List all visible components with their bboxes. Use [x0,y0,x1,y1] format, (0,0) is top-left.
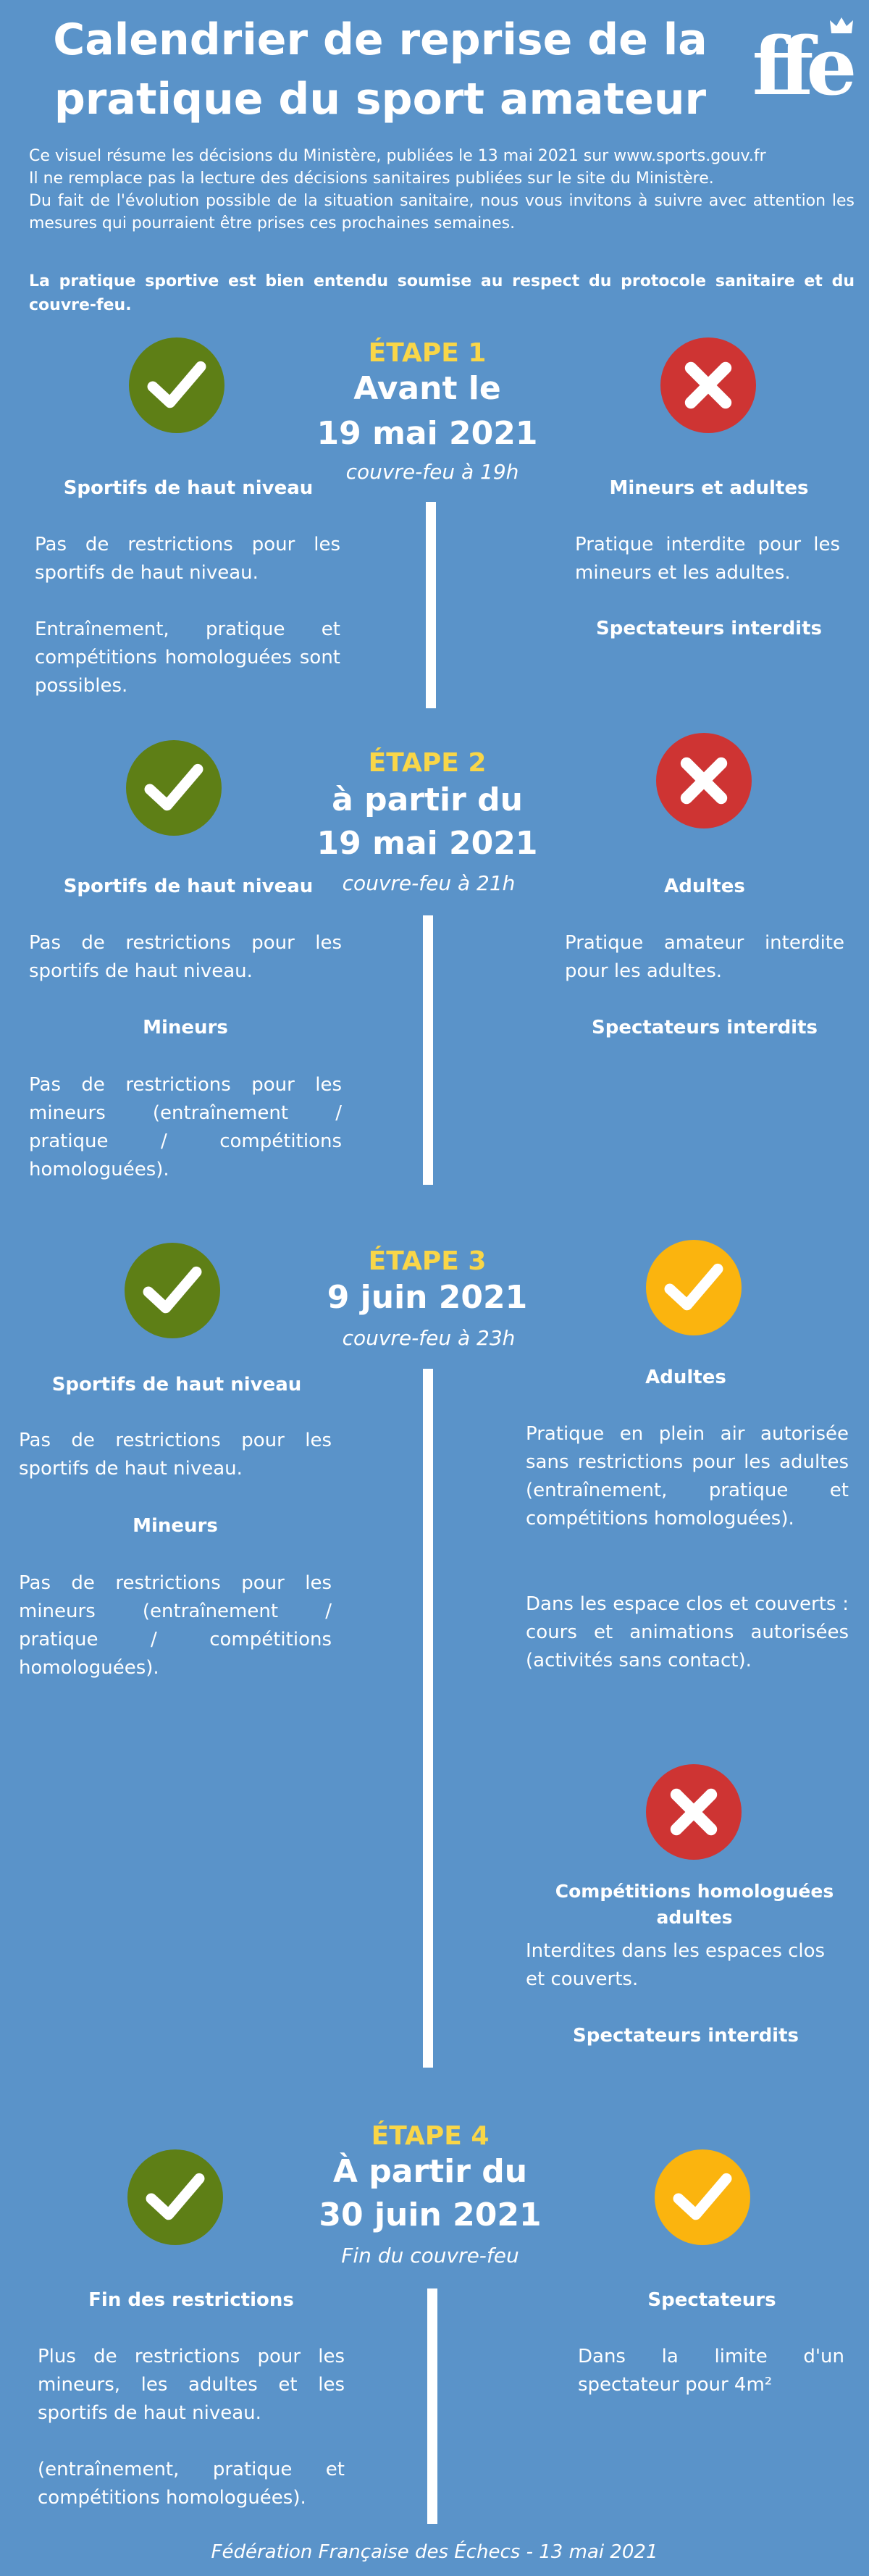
stage-4-left-heading: Fin des restrictions [88,2289,294,2311]
stage-3-label: ÉTAPE 3 [368,1246,487,1276]
check-icon [143,352,210,419]
stage-3-right-heading-2-line-2: adultes [656,1907,733,1928]
stage-2-left-heading-2: Mineurs [143,1017,228,1039]
partial-status-icon [655,2149,750,2245]
stage-3-left-text-1: Pas de restrictions pour les sportifs de haut niveau. [19,1430,332,1480]
stage-1-left-text-1: Pas de restrictions pour les sportifs de haut niveau. [35,534,340,584]
stage-2-right-text-1: Pratique amateur interdite pour les adultes. [565,932,844,982]
stage-2-date-line-1: à partir du [332,781,523,818]
forbidden-status-icon [660,337,756,433]
stage-1-date-line-2: 19 mai 2021 [316,415,538,452]
timeline-line [426,502,436,708]
timeline-line [423,915,433,1185]
stage-4-right-text-1: Dans la limite d'un spectateur pour 4m² [578,2346,844,2396]
check-icon [669,2164,736,2231]
stage-2-label: ÉTAPE 2 [368,748,487,778]
stage-1-left-text-2: Entraînement, pratique et compétitions homologuées sont possibles. [35,618,340,697]
allowed-status-icon [126,740,222,836]
stage-1-label: ÉTAPE 1 [368,338,487,368]
stage-1-right-heading: Mineurs et adultes [609,477,809,499]
stage-3-left-text-2: Pas de restrictions pour les mineurs (entraînement / pratique / compétitions homologuées). [19,1572,332,1679]
stage-1-curfew: couvre-feu à 19h [345,460,519,484]
check-icon [660,1254,727,1321]
stage-3-date-line-1: 9 juin 2021 [327,1279,528,1316]
stage-3-right-heading-2 [526,1879,863,1931]
cross-icon [660,1779,727,1845]
cross-icon [671,747,737,814]
timeline-line [423,1369,433,2068]
stage-4-date-line-1: À partir du [332,2153,528,2190]
stage-3-right-text-2: Dans les espace clos et couverts : cours et animations autorisées (activités sans contact). [526,1593,849,1671]
stage-4-left-text-2: (entraînement, pratique et compétitions homologuées). [38,2459,345,2509]
stage-3-left-heading-2: Mineurs [133,1515,218,1537]
stage-2-spectators: Spectateurs interdits [591,1017,818,1039]
stage-1-right-text-1: Pratique interdite pour les mineurs et les adultes. [575,534,840,584]
page-title [43,10,717,129]
check-icon [140,755,207,821]
stage-3-spectators: Spectateurs interdits [572,2025,799,2047]
title-line-2: pratique du sport amateur [54,74,707,125]
forbidden-status-icon [646,1764,742,1860]
stage-2-left-text-1: Pas de restrictions pour les sportifs de haut niveau. [29,932,342,982]
timeline-line [427,2288,437,2524]
logo-text: ffe [752,20,850,113]
stage-4-date-line-2: 30 juin 2021 [319,2197,542,2233]
intro-line-1: Ce visuel résume les décisions du Ministère, publiées le 13 mai 2021 sur www.sports.gouv.fr [29,147,766,165]
check-icon [142,2164,209,2231]
stage-3-right-heading-2-line-1: Compétitions homologuées [555,1881,834,1902]
stage-4-right-heading: Spectateurs [647,2289,776,2311]
stage-3-right-text-1: Pratique en plein air autorisée sans restrictions pour les adultes (entraînement, pratique et compétitions homologuées). [526,1423,849,1530]
stage-4-label: ÉTAPE 4 [371,2121,490,2151]
footer-credit: Fédération Française des Échecs - 13 mai 2021 [211,2541,658,2563]
stage-2-left-heading: Sportifs de haut niveau [63,876,314,897]
stage-2-date-line-2: 19 mai 2021 [316,825,538,862]
stage-2-left-text-2: Pas de restrictions pour les mineurs (entraînement / pratique / compétitions homologuées). [29,1074,342,1180]
stage-3-right-text-3: Interdites dans les espaces clos et couverts. [526,1940,826,1990]
check-icon [139,1257,206,1324]
partial-status-icon [646,1240,742,1335]
intro-line-3: Du fait de l'évolution possible de la situation sanitaire, nous vous invitons à suivre avec attention les mesures qui pourraient être prises ces prochaines semaines. [29,192,855,232]
stage-3-curfew: couvre-feu à 23h [342,1326,516,1350]
intro-line-2: Il ne remplace pas la lecture des décisions sanitaires publiées sur le site du Ministère. [29,169,714,188]
stage-3-left-heading: Sportifs de haut niveau [51,1374,302,1396]
cross-icon [675,352,742,419]
stage-2-right-heading: Adultes [664,876,745,897]
ffe-logo [743,16,859,117]
stage-1-spectators: Spectateurs interdits [595,618,822,639]
intro-text [29,145,855,235]
stage-3-right-heading: Adultes [645,1367,726,1388]
forbidden-status-icon [656,733,752,828]
stage-4-curfew: Fin du couvre-feu [341,2244,519,2267]
title-line-1: Calendrier de reprise de la [53,14,708,65]
stage-1-date-line-1: Avant le [353,370,501,407]
allowed-status-icon [125,1243,220,1338]
stage-2-curfew: couvre-feu à 21h [342,871,516,895]
stage-4-left-text-1: Plus de restrictions pour les mineurs, les adultes et les sportifs de haut niveau. [38,2346,345,2424]
stage-1-left-heading: Sportifs de haut niveau [63,477,314,499]
allowed-status-icon [129,337,224,433]
intro-notice: La pratique sportive est bien entendu soumise au respect du protocole sanitaire et du couvre-feu. [29,272,855,314]
allowed-status-icon [127,2149,223,2245]
